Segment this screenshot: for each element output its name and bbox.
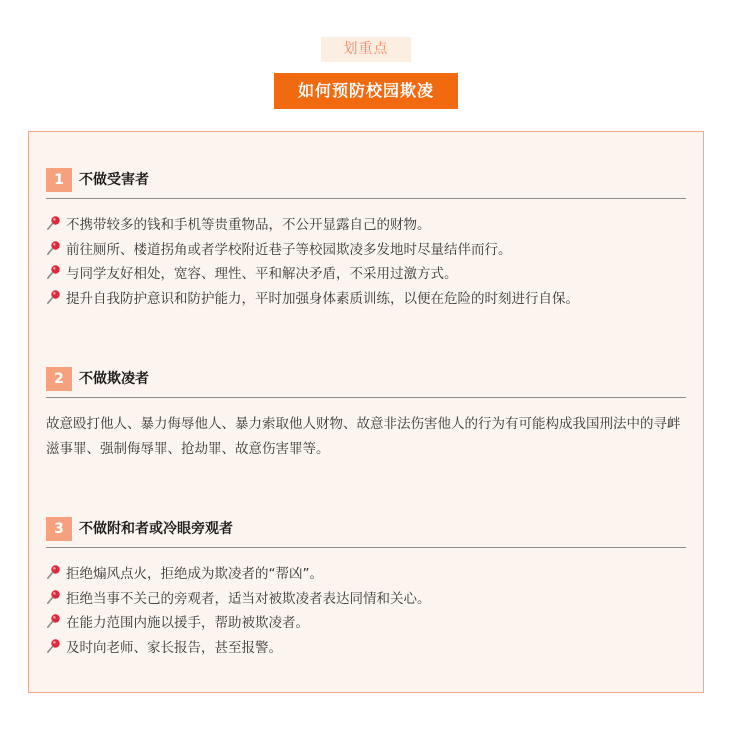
- section-victim: [46, 168, 686, 311]
- pushpin-icon: [46, 240, 62, 256]
- pushpin-icon: [46, 613, 62, 629]
- list-item: [46, 636, 686, 661]
- tips-list: [46, 562, 686, 660]
- section-bystander: [46, 517, 686, 660]
- section-paragraph: 故意殴打他人、暴力侮辱他人、暴力索取他人财物、故意非法伤害他人的行为有可能构成我国刑法中的寻衅滋事罪、强制侮辱罪、抢劫罪、故意伤害罪等。: [46, 416, 681, 457]
- section-number: 1: [46, 168, 72, 192]
- list-item-text: 及时向老师、家长报告，甚至报警。: [66, 639, 282, 656]
- article-title: 如何预防校园欺凌: [274, 73, 458, 109]
- list-item: [46, 562, 686, 587]
- section-title: 不做受害者: [79, 172, 149, 188]
- list-item: [46, 213, 686, 238]
- section-header: [46, 168, 686, 199]
- section-header: [46, 367, 686, 398]
- pushpin-icon: [46, 264, 62, 280]
- list-item: [46, 287, 686, 312]
- list-item-text: 不携带较多的钱和手机等贵重物品，不公开显露自己的财物。: [66, 217, 431, 233]
- list-item: [46, 611, 686, 636]
- pushpin-icon: [46, 564, 62, 580]
- list-item-text: 提升自我防护意识和防护能力，平时加强身体素质训练，以便在危险的时刻进行自保。: [66, 290, 579, 307]
- pushpin-icon: [46, 589, 62, 605]
- section-number: 2: [46, 367, 72, 391]
- section-number: 3: [46, 517, 72, 541]
- section-title: 不做附和者或冷眼旁观者: [79, 521, 233, 537]
- list-item-text: 在能力范围内施以援手，帮助被欺凌者。: [66, 615, 309, 631]
- pushpin-icon: [46, 289, 62, 305]
- list-item-text: 前往厕所、楼道拐角或者学校附近巷子等校园欺凌多发地时尽量结伴而行。: [66, 241, 512, 258]
- tips-list: [46, 213, 686, 311]
- content-box: [28, 131, 704, 693]
- list-item: [46, 238, 686, 263]
- list-item-text: 与同学友好相处，宽容、理性、平和解决矛盾，不采用过激方式。: [66, 266, 458, 282]
- section-bully: [46, 367, 686, 462]
- section-title: 不做欺凌者: [79, 371, 149, 387]
- highlight-tag: 划重点: [321, 37, 411, 62]
- list-item: [46, 587, 686, 612]
- list-item-text: 拒绝煽风点火，拒绝成为欺凌者的“帮凶”。: [66, 566, 323, 582]
- list-item: [46, 262, 686, 287]
- list-item-text: 拒绝当事不关己的旁观者，适当对被欺凌者表达同情和关心。: [66, 590, 431, 607]
- pushpin-icon: [46, 215, 62, 231]
- pushpin-icon: [46, 638, 62, 654]
- section-header: [46, 517, 686, 548]
